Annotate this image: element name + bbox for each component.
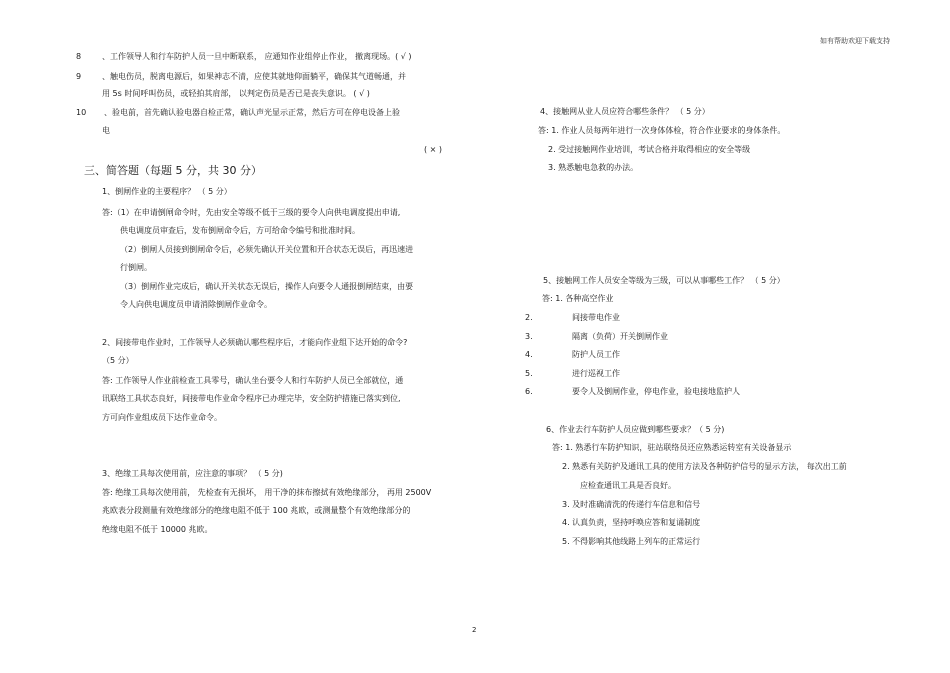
q2-title: 2、间接带电作业时，工作领导人必须确认哪些程序后，才能向作业组下达开始的命令? [102,338,408,347]
q6-answer-line1: 答: 1. 熟悉行车防护知识，驻站联络员还应熟悉运转室有关设备显示 [552,443,792,452]
q6-answer-line3: 3. 及时准确清洗的传递行车信息和信号 [562,500,701,509]
q1-answer-line1: 答:（1）在申请倒闸命令时，先由安全等级不低于三级的要令人向供电调度提出申请, [102,208,401,217]
q6-answer-line4: 4. 认真负责，坚持呼唤应答和复诵制度 [562,518,701,527]
q5-item-4-text: 防护人员工作 [572,350,620,359]
tf-q9-number: 9 [76,72,82,81]
section-title: 三、简答题（每题 5 分，共 30 分） [84,164,262,177]
q5-item-2-text: 间接带电作业 [572,313,620,322]
q2-answer-line3: 方可向作业组成员下达作业命令。 [102,413,222,422]
q3-answer-line1: 答: 绝缘工具每次使用前， 先检查有无损坏， 用干净的抹布擦拭有效绝缘部分， 再用 2500V [102,488,432,497]
q3-title: 3、绝缘工具每次使用前，应注意的事项？ （ 5 分) [102,469,283,478]
q1-answer-line5: （3）倒闸作业完成后，确认开关状态无误后，操作人向要令人通报倒闸结束，由要 [120,282,414,291]
page-number: 2 [472,626,477,634]
q4-answer-line2: 2. 受过接触网作业培训，考试合格并取得相应的安全等级 [548,145,751,154]
q5-item-2-number: 2. [525,313,533,322]
q2-answer-line1: 答: 工作领导人作业前检查工具零号，确认坐台要令人和行车防护人员已全部就位，通 [102,376,404,385]
q4-answer-line1: 答: 1. 作业人员每两年进行一次身体体检，符合作业要求的身体条件。 [538,126,786,135]
tf-q10-text: 、验电前，首先确认验电器自检正常，确认声光显示正常，然后方可在停电设备上验 [104,108,400,117]
q4-answer-line3: 3. 熟悉触电急救的办法。 [548,163,639,172]
q5-answer-line1: 答: 1. 各种高空作业 [542,294,614,303]
tf-q10-continuation: 电 [102,126,110,135]
q6-title: 6、作业去行车防护人员应做到哪些要求？（ 5 分) [546,425,725,434]
q1-answer-line4: 行倒闸。 [120,263,152,272]
tf-q10-mark: ( × ) [424,145,443,154]
q3-answer-line3: 绝缘电阻不低于 10000 兆欧。 [102,525,213,534]
q5-item-6-text: 要令人及倒闸作业，停电作业，验电接地监护人 [572,387,740,396]
q2-answer-line2: 讯联络工具状态良好，间接带电作业命令程序已办理完毕，安全防护措施已落实到位, [102,394,401,403]
q5-item-5-number: 5. [525,369,533,378]
tf-q8-text: 、工作领导人和行车防护人员一旦中断联系， 应通知作业组停止作业， 撤离现场。( √ ) [102,52,412,61]
q6-answer-line5: 5. 不得影响其他线路上列车的正常运行 [562,537,701,546]
q1-answer-line2: 供电调度员审查后，发布倒闸命令后，方可给命令编号和批准时间。 [120,226,360,235]
q5-item-3-number: 3. [525,332,533,341]
q5-item-4-number: 4. [525,350,533,359]
q1-title: 1、倒闸作业的主要程序？ （ 5 分） [102,187,232,196]
tf-q9-continuation: 用 5s 时间呼叫伤员，或轻拍其肩部， 以判定伤员是否已是丧失意识。 ( √ ) [102,89,370,98]
tf-q9-text: 、触电伤员，脱离电源后，如果神志不清，应使其就地仰面躺平，确保其气道畅通，并 [102,72,406,81]
q5-item-3-text: 隔离（负荷）开关倒闸作业 [572,332,668,341]
header-note: 如有帮助欢迎下载支持 [820,37,890,45]
q5-title: 5、接触网工作人员安全等级为三级，可以从事哪些工作？ （ 5 分） [543,276,785,285]
q2-score: （5 分） [102,356,134,365]
tf-q8-number: 8 [76,52,82,61]
q6-answer-line2: 2. 熟悉有关防护及通讯工具的使用方法及各种防护信号的显示方法， 每次出工前 [562,462,847,471]
q5-item-5-text: 进行巡视工作 [572,369,620,378]
q4-title: 4、接触网从业人员应符合哪些条件？ （ 5 分） [540,107,710,116]
tf-q10-number: 10 [76,108,87,117]
q6-answer-line2-continuation: 应检查通讯工具是否良好。 [580,481,676,490]
q1-answer-line6: 令人向供电调度员申请消除倒闸作业命令。 [120,300,272,309]
q1-answer-line3: （2）倒闸人员接到倒闸命令后，必须先确认开关位置和开合状态无误后，再迅速进 [120,245,414,254]
q5-item-6-number: 6. [525,387,533,396]
q3-answer-line2: 兆欧表分段测量有效绝缘部分的绝缘电阻不低于 100 兆欧，或测量整个有效绝缘部分的 [102,506,411,515]
